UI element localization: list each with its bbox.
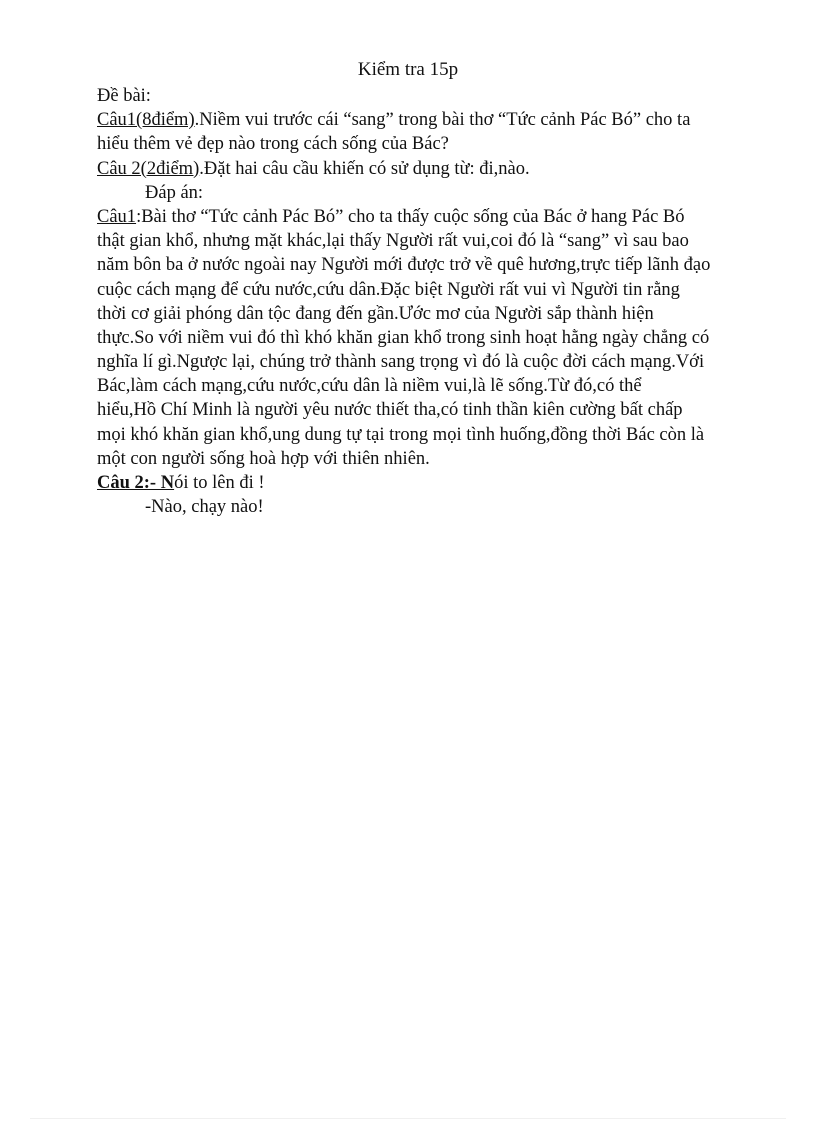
answer-1-line-7: Bác,làm cách mạng,cứu nước,cứu dân là niềm vui,là lẽ sống.Từ đó,có thể xyxy=(97,376,642,397)
answer-2-text: ói to lên đi ! xyxy=(174,473,265,493)
de-bai-heading: Đề bài: xyxy=(97,86,151,106)
answer-2-line-2: -Nào, chạy nào! xyxy=(145,497,264,518)
question-1-line-1 xyxy=(97,108,767,132)
dap-an-heading: Đáp án: xyxy=(145,182,204,203)
page-title: Kiểm tra 15p xyxy=(357,59,459,80)
answer-1-line-3: cuộc cách mạng để cứu nước,cứu dân.Đặc biệt Người rất vui vì Người tin rằng xyxy=(97,279,680,300)
question-2-text: .Đặt hai câu cầu khiến có sử dụng từ: đi,nào. xyxy=(199,158,530,179)
answer-1-line-1: thật gian khổ, nhưng mặt khác,lại thấy Người rất vui,coi đó là “sang” vì sau bao xyxy=(97,231,689,252)
answer-2-label: Câu 2:- N xyxy=(97,473,175,493)
answer-1-line-9: mọi khó khăn gian khổ,ung dung tự tại trong mọi tình huống,đồng thời Bác còn là xyxy=(97,424,705,445)
answer-1-line-0 xyxy=(97,205,767,229)
answer-1-line-8: hiểu,Hồ Chí Minh là người yêu nước thiết tha,có tinh thần kiên cường bất chấp xyxy=(97,400,683,421)
answer-1-text: :Bài thơ “Tức cảnh Pác Bó” cho ta thấy cuộc sống của Bác ở hang Pác Bó xyxy=(136,206,685,227)
answer-1-line-10: một con người sống hoà hợp với thiên nhiên. xyxy=(97,448,430,469)
answer-1-label: Câu1 xyxy=(97,206,137,227)
document-body xyxy=(97,84,767,519)
answer-1-line-6: nghĩa lí gì.Ngược lại, chúng trở thành sang trọng vì đó là cuộc đời cách mạng.Với xyxy=(97,352,705,373)
question-2-line xyxy=(97,157,767,181)
answer-1-line-5: thực.So với niềm vui đó thì khó khăn gian khổ trong sinh hoạt hằng ngày chẳng có xyxy=(97,327,710,348)
page-bottom-edge xyxy=(30,1118,786,1119)
answer-2-line-1 xyxy=(97,471,767,495)
answer-1-line-4: thời cơ giải phóng dân tộc đang đến gần.Ước mơ của Người sắp thành hiện xyxy=(97,303,654,324)
answer-1-line-2: năm bôn ba ở nước ngoài nay Người mới được trở về quê hương,trực tiếp lãnh đạo xyxy=(97,255,711,276)
question-1-label: Câu1(8điểm) xyxy=(97,110,195,131)
question-1-text: .Niềm vui trước cái “sang” trong bài thơ “Tức cảnh Pác Bó” cho ta xyxy=(194,110,691,131)
question-2-label: Câu 2(2điểm) xyxy=(97,158,200,179)
question-1-line-2: hiểu thêm vẻ đẹp nào trong cách sống của Bác? xyxy=(97,134,449,155)
